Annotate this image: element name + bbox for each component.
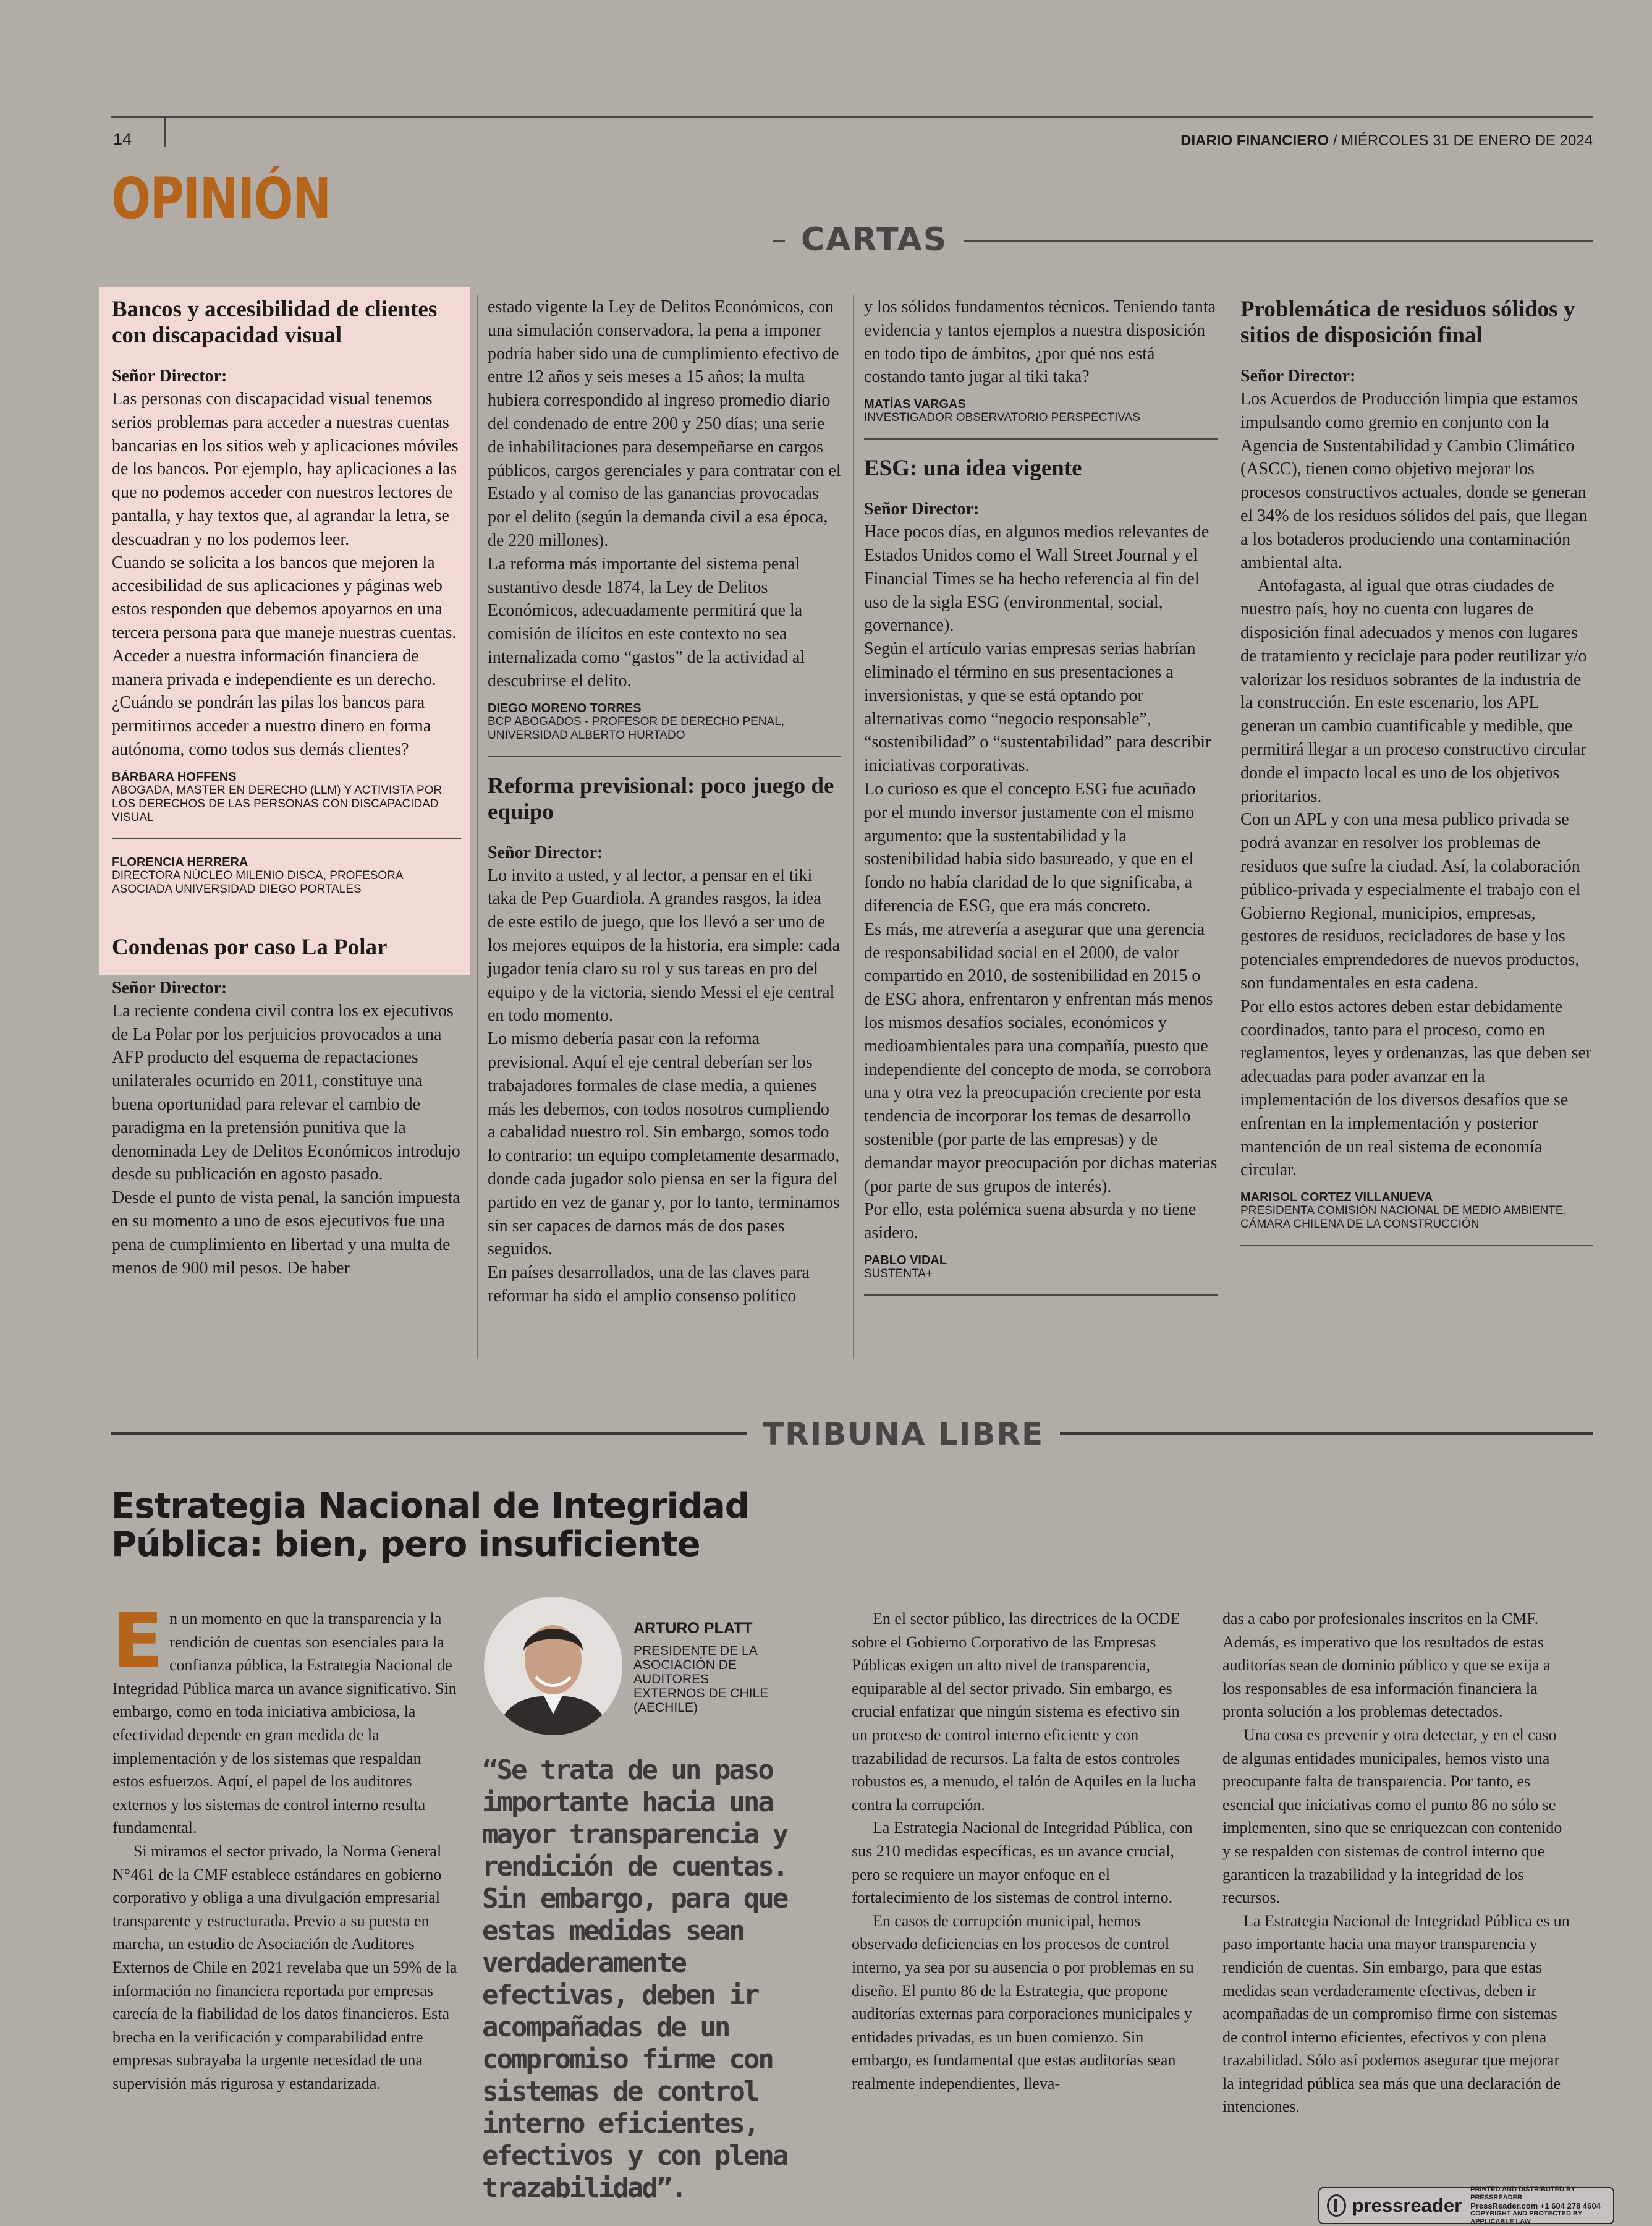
letter-paragraph: Con un APL y con una mesa publico privada se podrá avanzar en resolver los problemas de residuos que sufre la ciudad. Así, la colaboración público-privada y especialmente el trabajo con el Gobierno Regional, municipios, empresas, gestores de residuos, recicladores de base y los potenciales emprendedores de nuevos productos, son fundamentales en esta cadena. bbox=[1240, 810, 1581, 993]
signature-name: MARISOL CORTEZ VILLANUEVA bbox=[1240, 1191, 1433, 1205]
tribuna-headline bbox=[111, 1487, 749, 1564]
top-rule bbox=[111, 116, 1593, 118]
tribuna-column-4 bbox=[1222, 1607, 1570, 2118]
letter-paragraph: Por ello, esta polémica suena absurda y no tiene asidero. bbox=[864, 1200, 1197, 1243]
letter-paragraph: Por ello estos actores deben estar debidamente coordinados, tanto para el proceso, como en reglamentos, leyes y ordenanzas, las que deben ser adecuadas para poder avanzar en la implementación de los diversos desafíos que se enfrentan en la implementación y posterior mantención de un real sistema de economía circular. bbox=[1240, 996, 1592, 1180]
pressreader-brand: pressreader bbox=[1352, 2194, 1462, 2216]
drop-cap: E bbox=[112, 1599, 163, 1684]
column-divider bbox=[477, 295, 478, 1359]
letter-paragraph: La reforma más importante del sistema penal sustantivo desde 1874, la Ley de Delitos Económicos, adecuadamente permitirá que la comisión de ilícitos en este contexto no sea internalizada como “gastos” de la actividad al descubrirse el delito. bbox=[488, 554, 805, 690]
cartas-banner: CARTAS bbox=[785, 220, 964, 260]
letter-paragraph: Desde el punto de vista penal, la sanción impuesta en su momento a uno de esos ejecutivos fue una pena de cumplimiento en libertad y una multa de menos de 900 mil pesos. De haber bbox=[112, 1188, 460, 1278]
article-paragraph: En casos de corrupción municipal, hemos observado deficiencias en los procesos de control interno, ya sea por su ausencia o por problemas en su diseño. El punto 86 de la Estrategia, que propone auditorías externas para corporaciones municipales y entidades privadas, es un buen comienzo. Sin embargo, es fundamental que estas auditorías sean realmente independientes, lleva- bbox=[852, 1911, 1194, 2092]
article-paragraph: Si miramos el sector privado, la Norma General N°461 de la CMF establece estándares en gobierno corporativo y obliga a una divulgación empresarial transparente y estructurada. Previo a su puesta en marcha, un estudio de Asociación de Auditores Externos de Chile en 2021 revelaba que un 59% de la información no financiera reportada por empresas carecía de la fiabilidad de los datos financieros. Esta brecha en la verificación y comparabilidad entre empresas subrayaba la urgente necesidad de una supervisión más rigurosa y estandarizada. bbox=[112, 1842, 457, 2092]
letter-title-bancos: Bancos y accesibilidad de clientes con discapacidad visual bbox=[112, 297, 438, 348]
signature-name: FLORENCIA HERRERA bbox=[112, 855, 248, 869]
salutation: Señor Director: bbox=[488, 843, 603, 862]
letter-title-esg: ESG: una idea vigente bbox=[864, 456, 1082, 482]
letter-paragraph: y los sólidos fundamentos técnicos. Teniendo tanta evidencia y tantos ejemplos a nuestra disposición en todo tipo de ámbitos, ¿por qué nos está costando tanto jugar al tiki taka? bbox=[864, 297, 1216, 387]
page-number-divider bbox=[164, 117, 166, 147]
article-paragraph: La Estrategia Nacional de Integridad Pública, con sus 210 medidas específicas, es un avance crucial, pero se requiere un mayor enfoque en el fortalecimiento de los sistemas de control interno. bbox=[852, 1819, 1193, 1907]
salutation: Señor Director: bbox=[112, 367, 227, 386]
letter-title-reforma: Reforma previsional: poco juego de equipo bbox=[488, 773, 834, 825]
signature-title: BCP ABOGADOS - PROFESOR DE DERECHO PENAL, UNIVERSIDAD ALBERTO HURTADO bbox=[488, 715, 785, 742]
signature bbox=[112, 856, 461, 896]
author-portrait-icon bbox=[484, 1597, 622, 1735]
signature bbox=[864, 1254, 1218, 1281]
issue-date: MIÉRCOLES 31 DE ENERO DE 2024 bbox=[1341, 132, 1593, 149]
salutation: Señor Director: bbox=[1240, 367, 1356, 386]
letter-paragraph: Lo mismo debería pasar con la reforma previsional. Aquí el eje central deberían ser los trabajadores formales de clase media, a quienes más les debemos, con todos nosotros cumpliendo a cabalidad nuestro rol. Sin embargo, somos todo lo contrario: un equipo completamente desarmado, donde cada jugador solo piensa en ser la figura del partido en vez de ganar y, por lo tanto, terminamos sin ser capaces de darnos más de dos pases seguidos. bbox=[488, 1029, 840, 1259]
author-avatar bbox=[484, 1597, 622, 1735]
article-paragraph: La Estrategia Nacional de Integridad Pública es un paso importante hacia una mayor transparencia y rendición de cuentas. Sin embargo, para que estas medidas sean verdaderamente efectivas, deben ir acompañadas de un compromiso firme con sistemas de control interno eficientes, efectivos y con plena trazabilidad. Sólo así podemos asegurar que mejorar la integridad pública sea más que una declaración de intenciones. bbox=[1222, 1911, 1570, 2116]
letters-column-2 bbox=[488, 295, 841, 1308]
letter-paragraph: Los Acuerdos de Producción limpia que estamos impulsando como gremio en conjunto con la Agencia de Sustentabilidad y Cambio Climático (ASCC), tienen como objetivo mejorar los procesos constructivos actuales, donde se generan el 34% de los residuos sólidos del país, que llegan a los botaderos produciendo una contaminación ambiental alta. bbox=[1240, 389, 1588, 572]
signature-title: PRESIDENTA COMISIÓN NACIONAL DE MEDIO AMBIENTE, CÁMARA CHILENA DE LA CONSTRUCCIÓN bbox=[1240, 1204, 1567, 1231]
letter-paragraph: Antofagasta, al igual que otras ciudades de nuestro país, hoy no cuenta con lugares de disposición final adecuados y menos con lugares de tratamiento y reciclaje para poder reutilizar y/o valorizar los residuos sobrantes de la industria de la construcción. En este escenario, los APL generan un cambio cuantificable y medible, que permitirá llegar a un proceso constructivo circular donde el impacto local es uno de los objetivos prioritarios. bbox=[1240, 576, 1587, 806]
salutation: Señor Director: bbox=[112, 978, 227, 998]
signature-divider bbox=[864, 1294, 1218, 1296]
signature-divider bbox=[864, 438, 1218, 440]
column-divider bbox=[853, 295, 854, 1359]
letter-paragraph: Las personas con discapacidad visual tenemos serios problemas para acceder a nuestras cuentas bancarias en los sitios web y aplicaciones móviles de los bancos. Por ejemplo, hay aplicaciones a las que no podemos acceder con nuestros lectores de pantalla, y hay textos que, al agrandar la letra, se descuadran y no los podemos leer. bbox=[112, 389, 459, 549]
signature-name: MATÍAS VARGAS bbox=[864, 397, 966, 412]
author-title: PRESIDENTE DE LA ASOCIACIÓN DE AUDITORES EXTERNOS DE CHILE (AECHILE) bbox=[633, 1644, 769, 1715]
letter-paragraph: Lo curioso es que el concepto ESG fue acuñado por el mundo inversor justamente con el mismo argumento: que la sustentabilidad y la sostenibilidad había sido basureado, y que en el fondo no había claridad de lo que significaba, a diferencia de ESG, que era más concreto. bbox=[864, 779, 1196, 915]
signature bbox=[864, 397, 1218, 425]
letter-paragraph: En países desarrollados, una de las claves para reformar ha sido el amplio consenso político bbox=[488, 1263, 810, 1306]
article-paragraph: das a cabo por profesionales inscritos en la CMF. Además, es imperativo que los resultados de estas auditorías sean de dominio público y que se exija a los responsables de esa información financiera la pronta solución a los problemas detectados. bbox=[1222, 1610, 1551, 1721]
pressreader-line-3: COPYRIGHT AND PROTECTED BY APPLICABLE LAW bbox=[1470, 2209, 1583, 2225]
letter-paragraph: Lo invito a usted, y al lector, a pensar en el tiki taka de Pep Guardiola. A grandes rasgos, la idea de este estilo de juego, que los llevó a ser uno de los mejores equipos de la historia, era simple: cada jugador tenía claro su rol y sus tareas en pro del equipo y de la victoria, siendo Messi el eje central en todo momento. bbox=[488, 865, 840, 1026]
page-number: 14 bbox=[113, 130, 132, 148]
letter-paragraph: Cuando se solicita a los bancos que mejoren la accesibilidad de sus aplicaciones y páginas web estos responden que debemos apoyarnos en una tercera persona para que maneje nuestras cuentas. Acceder a nuestra información financiera de manera privada e independiente es un derecho. ¿Cuándo se pondrán las pilas los bancos para permitirnos acceder a nuestro dinero en forma autónoma, como todos sus demás clientes? bbox=[112, 553, 457, 759]
signature bbox=[1240, 1191, 1593, 1231]
author-block bbox=[633, 1620, 776, 1715]
signature-name: DIEGO MORENO TORRES bbox=[488, 701, 642, 715]
letters-column-4 bbox=[1240, 297, 1593, 1246]
signature-name: BÁRBARA HOFFENS bbox=[112, 770, 237, 784]
publication-name: DIARIO FINANCIERO bbox=[1180, 132, 1329, 149]
letter-paragraph: La reciente condena civil contra los ex ejecutivos de La Polar por los perjuicios provocados a una AFP producto del esquema de repactaciones unilaterales ocurrido en 2011, constituye una buena oportunidad para relevar el cambio de paradigma en la pretensión punitiva que la denominada Ley de Delitos Económicos introdujo desde su publicación en agosto pasado. bbox=[112, 1001, 460, 1184]
article-paragraph: Una cosa es prevenir y otra detectar, y en el caso de algunas entidades municipales, hemos visto una preocupante falta de transparencia. Por tanto, es esencial que iniciativas como el punto 86 no sólo se implementen, sino que se enriquezcan con contenido y se respalden con sistemas de control interno que garanticen la trazabilidad y la integridad de los recursos. bbox=[1222, 1725, 1562, 1907]
letter-paragraph: Según el artículo varias empresas serias habrían eliminado el término en sus presentaciones a inversionistas, y que se está optando por alternativas como “negocio responsable”, “sostenibilidad” o “sustentabilidad” para describir iniciativas corporativas. bbox=[864, 639, 1211, 776]
signature-divider bbox=[112, 838, 461, 839]
article-paragraph: n un momento en que la transparencia y la rendición de cuentas son esenciales para la confianza pública, la Estrategia Nacional de Integridad Pública marca un avance significativo. Sin embargo, como en toda iniciativa ambiciosa, la efectividad depende en gran medida de la implementación y de los sistemas que respaldan estos esfuerzos. Aquí, el papel de los auditores externos y los sistemas de control interno resulta fundamental. bbox=[112, 1610, 457, 1837]
article-paragraph: En el sector público, las directrices de la OCDE sobre el Gobierno Corporativo de las Empresas Públicas exigen un alto nivel de transparencia, equiparable al del sector privado. Sin embargo, es crucial enfatizar que ningún sistema es efectivo sin un proceso de control interno eficiente y con trazabilidad de recursos. La falta de estos controles robustos es, a menudo, el talón de Aquiles en la lucha contra la corrupción. bbox=[852, 1610, 1197, 1814]
tribuna-banner: TRIBUNA LIBRE bbox=[747, 1417, 1060, 1451]
letter-title-residuos: Problemática de residuos sólidos y sitios de disposición final bbox=[1240, 297, 1575, 348]
salutation: Señor Director: bbox=[864, 499, 980, 519]
letter-paragraph: Hace pocos días, en algunos medios relevantes de Estados Unidos como el Wall Street Journal y el Financial Times se ha hecho referencia al fin del uso de la sigla ESG (environmental, social, governance). bbox=[864, 522, 1209, 635]
letter-title-la-polar: Condenas por caso La Polar bbox=[112, 934, 388, 960]
letter-paragraph: Es más, me atrevería a asegurar que una gerencia de responsabilidad social en el 2000, de valor compartido en 2010, de sostenibilidad en 2015 o de ESG ahora, enfrentaron y enfrentan más menos los mismos desafíos sociales, económicos y medioambientales para una compañía, puesto que independiente del concepto de moda, se corrobora una y otra vez la preocupación creciente por esta tendencia de incorporar los temas de desarrollo sostenible (por parte de las empresas) y de demandar mayor preocupación por dichas materias (por parte de sus grupos de interés). bbox=[864, 919, 1218, 1196]
signature-name: PABLO VIDAL bbox=[864, 1253, 947, 1267]
signature-title: INVESTIGADOR OBSERVATORIO PERSPECTIVAS bbox=[864, 411, 1140, 425]
tribuna-column-3 bbox=[852, 1607, 1199, 2095]
signature-divider bbox=[488, 756, 841, 757]
signature-title: ABOGADA, MASTER EN DERECHO (LLM) Y ACTIVISTA POR LOS DERECHOS DE LAS PERSONAS CON DISCAPACIDAD VISUAL bbox=[112, 783, 443, 824]
publication-date-line bbox=[1180, 132, 1593, 150]
headline-line-1: Estrategia Nacional de Integridad bbox=[111, 1486, 749, 1526]
letter-paragraph: estado vigente la Ley de Delitos Económicos, con una simulación conservadora, la pena a imponer podría haber sido una de cumplimiento efectivo de entre 12 años y seis meses a 15 años; la multa hubiera correspondido al ingreso promedio diario del condenado de entre 200 y 250 días; una serie de inhabilitaciones para desempeñarse en cargos públicos, cargos gerenciales y para contratar con el Estado y al comiso de las ganancias provocadas por el delito (según la demanda civil a esa época, de 220 millones). bbox=[488, 297, 841, 550]
pressreader-line-1: PRINTED AND DISTRIBUTED BY PRESSREADER bbox=[1470, 2185, 1576, 2201]
pressreader-line-2: PressReader.com +1 604 278 4604 bbox=[1470, 2201, 1601, 2211]
letters-column-1 bbox=[112, 297, 461, 1280]
signature-title: SUSTENTA+ bbox=[864, 1267, 933, 1280]
pull-quote: “Se trata de un paso importante hacia una mayor transparencia y rendición de cuentas. Sin embargo, para que estas medidas sean verdaderamente efectivas, deben ir acompañadas de un compromiso firme con sistemas de control interno eficientes, efectivos y con plena trazabilidad”. bbox=[482, 1754, 787, 2204]
date-separator: / bbox=[1332, 132, 1337, 149]
author-name: ARTURO PLATT bbox=[633, 1620, 753, 1637]
signature bbox=[112, 770, 461, 825]
signature-title: DIRECTORA NÚCLEO MILENIO DISCA, PROFESORA ASOCIADA UNIVERSIDAD DIEGO PORTALES bbox=[112, 869, 403, 896]
tribuna-column-1 bbox=[112, 1599, 457, 2095]
pressreader-badge[interactable] bbox=[1318, 2187, 1614, 2224]
pressreader-legal bbox=[1470, 2186, 1613, 2226]
letters-column-3 bbox=[864, 295, 1218, 1296]
signature bbox=[488, 702, 841, 742]
section-title: OPINIÓN bbox=[111, 166, 331, 232]
pressreader-logo-icon bbox=[1327, 2194, 1346, 2217]
headline-line-2: Pública: bien, pero insuficiente bbox=[111, 1524, 700, 1565]
signature-divider bbox=[1240, 1245, 1593, 1246]
